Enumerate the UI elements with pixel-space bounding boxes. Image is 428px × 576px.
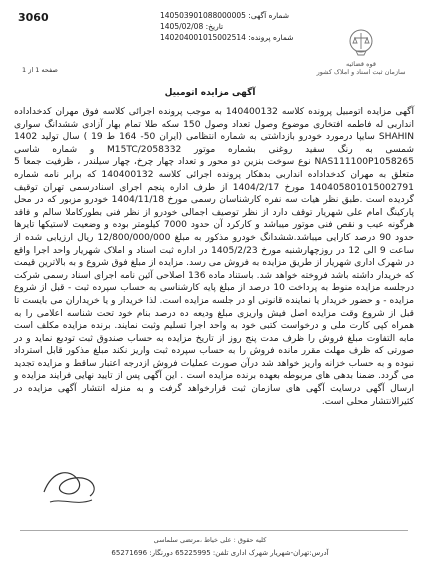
footer-copyright: کلیه حقوق : علی خیاط ،مرتضی سلماسی — [153, 536, 267, 544]
judiciary-emblem — [318, 28, 404, 88]
header-meta — [160, 10, 294, 43]
notice-date: تاریخ: 1405/02/08 — [160, 22, 224, 31]
ad-number: شماره آگهی: 140503901088000005 — [160, 11, 290, 20]
notice-title: آگهی مزایده اتومبیل — [164, 88, 256, 98]
notice-code: 3060 — [18, 11, 49, 24]
footer-divider — [20, 530, 408, 531]
page-count: صفحه 1 از 1 — [22, 66, 58, 74]
emblem-subtitle: سازمان ثبت اسناد و املاک کشور — [316, 68, 406, 76]
footer-address: آدرس:تهران-شهریار شهرک اداری تلفن: 65225995 دورنگار: 65271696 — [111, 549, 329, 557]
notice-body-text: آگهی مزایده اتومبیل پرونده کلاسه 140400132 به موجب پرونده اجرائی کلاسه فوق مهران کدخداداده انداربی له فاطمه افتخاری موضوع وصول تعداد وصول 150 سکه طلا تمام بهار آزادی ششدانگ سواری SHAHIN سایپا درمورد خودرو بازداشتی به شماره انتظامی (ایران 50- 164 ط 19 ) سال تولید 1402 شمسی به رنگ سفید روغنی بشماره موتور M15TC/2058332 و شماره شاسی NAS111100P1058265 نوع سوخت بنزین دو محور و تعداد چهار چرخ، چهار سیلندر ، ظرفیت جمعا 5 متعلق به مهران کدخداداده انداربی بدهکار پرونده اجرائی کلاسه 140400132 که برابر نامه شماره 140405801015002791 مورخ 1404/2/17 از طرف اداره پنجم اجرای اسنادرسمی تهران توقیف گردیده است .طبق نظر هیات سه نفره کارشناسان رسمی مورخ 1404/11/18 خودرو مزبور که در محل پارکینگ امام علی شهریار توقف دارد از نظر توصیف اجمالی خودرو از نظر فنی بطورکاملا سالم و فاقد هرگونه عیب و نقص فنی موتور میباشد و کارکرد آن حدود 7000 کیلومتر بوده و وضعیت لاستیکها تایرها حدود 90 درصد کارایی میباشد.ششدانگ خودرو مذکور به مبلغ 12/800/000/000 ریال ارزیابی شده از ساعت 9 الی 12 در روزچهارشنبه مورخ 1405/2/23 در اداره ثبت اسناد و املاک شهریار واحد اجرا واقع در شهرک اداری شهریار از طریق مزایده به فروش می رسد. مزایده از مبلغ فوق شروع و به بالاترین قیمت که خریدار داشته باشد فروخته خواهد شد. باستناد ماده 136 اصلاحی آئین نامه اجرای اسناد رسمی شرکت درجلسه مزایده منوط به پرداخت 10 درصد از مبلغ پایه کارشناسی به حساب سپرده ثبت - قبل از شروع مزایده - و حضور خریدار یا نماینده قانونی او در جلسه مزایده است. لذا خریدار و یا خریداران می بایست تا قبل از شروع وقت مزایده اصل فیش واریزی مبلغ ودیعه ده درصد بنام خود تحت شناسه اعلامی را به همراه کپی کارت ملی و درخواست کتبی خود به واحد اجرا تسلیم وثبت نمایند. برنده مزایده مکلف است مابه التفاوت مبلغ فروش را ظرف مدت پنج روز از تاریخ مزایده به حساب صندوق ثبت تودیع نماید و در صورتی که ظرف مهلت مقرر مانده فروش را به حساب سپرده ثبت واریز نکند مبلغ مذکور قابل استرداد نبوده و به حساب خزانه واریز خواهد شد درآن صورت عملیات فروش ازدرجه اعتبار ساقط و مزایده تجدید می گردد. ضمنا بدهی های مربوطه بعهده برنده مزایده است . این آگهی پس از تایید نهایی فرایند مزایده و ارسال آگهی درسایت آگهی های سازمان ثبت قرارخواهد گرفت و به منزله انتشار آگهی مزایده در کثیرالانتشار محلی است. — [14, 107, 415, 407]
file-number: شماره پرونده: 140204001015002514 — [160, 33, 294, 42]
signature-icon — [32, 462, 112, 512]
emblem-title: قوه قضائیه — [346, 60, 376, 68]
notice-body — [14, 106, 414, 408]
judiciary-emblem-icon — [347, 28, 375, 58]
